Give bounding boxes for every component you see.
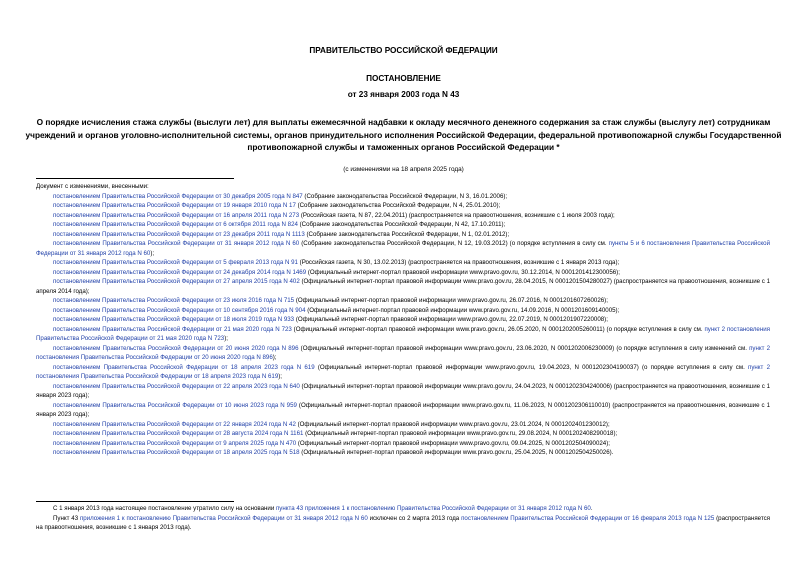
list-item	[36, 401, 770, 420]
document-date-number: от 23 января 2003 года N 43	[347, 90, 460, 99]
footnote-link[interactable]: приложения 1 к постановлению Правительства Российской Федерации от 31 января 2012 года N 60	[79, 514, 368, 522]
amendment-source: (Официальный интернет-портал правовой информации www.pravo.gov.ru, 23.01.2024, N 0001202401230012);	[295, 420, 610, 428]
amendment-source: (Официальный интернет-портал правовой информации www.pravo.gov.ru, 22.07.2019, N 0001201907220008);	[294, 316, 608, 323]
footnote-text: .	[590, 505, 593, 512]
list-item	[36, 258, 770, 268]
amendment-source: (Официальный интернет-портал правовой информации www.pravo.gov.ru, 23.06.2020, N 0001202006230009) (о порядке вступления в силу изменений см.	[298, 344, 750, 352]
footnote-text: (распространяется на правоотношения, возникшие с 1 января 2013 года).	[36, 514, 770, 531]
amendment-source: (Официальный интернет-портал правовой информации www.pravo.gov.ru, 30.12.2014, N 0001201412300056);	[306, 268, 620, 276]
effective-date-link[interactable]: пункты 5 и 6 постановления Правительства Российской Федерации от 31 января 2012 года N 60	[36, 240, 770, 257]
list-item	[36, 239, 770, 258]
list-item	[36, 420, 770, 430]
list-item	[36, 439, 770, 449]
amendment-link[interactable]: постановлением Правительства Российской Федерации от 28 августа 2024 года N 1161	[53, 430, 304, 437]
amendment-source: (Российская газета, N 30, 13.02.2013) (распространяется на правоотношения, возникшие с 1 января 2013 года);	[297, 259, 620, 266]
effective-date-link[interactable]: пункт 2 постановления Правительства Российской Федерации от 21 мая 2020 года N 723	[36, 325, 770, 342]
amendment-link[interactable]: постановлением Правительства Российской Федерации от 20 июня 2020 года N 896	[53, 344, 299, 352]
amendment-link[interactable]: постановлением Правительства Российской Федерации от 18 июля 2019 года N 933	[53, 316, 295, 323]
amendment-link[interactable]: постановлением Правительства Российской Федерации от 24 декабря 2014 года N 1469	[53, 268, 307, 276]
amendment-source: (Собрание законодательства Российской Федерации, N 42, 17.10.2011);	[297, 221, 506, 228]
footnote	[36, 514, 770, 533]
amendment-link[interactable]: постановлением Правительства Российской Федерации от 5 февраля 2013 года N 91	[53, 259, 298, 266]
list-item	[36, 448, 770, 458]
list-item	[36, 277, 770, 296]
list-item	[36, 220, 770, 230]
amendment-source: (Собрание законодательства Российской Федерации, N 3, 16.01.2006);	[302, 192, 508, 200]
amendment-source: (Официальный интернет-портал правовой информации www.pravo.gov.ru, 28.04.2015, N 0001201504280027) (распространяется на правоотношения, возникшие с 1 апреля 2014 года);	[36, 278, 770, 295]
amendment-source-end: );	[150, 249, 155, 257]
amendment-source: (Официальный интернет-портал правовой информации www.pravo.gov.ru, 24.04.2023, N 0001202304240006) (распространяется на правоотношения, возникшие с 1 января 2023 года);	[36, 382, 770, 399]
amendment-source: (Официальный интернет-портал правовой информации www.pravo.gov.ru, 14.09.2016, N 0001201609140005);	[305, 306, 620, 314]
amendment-link[interactable]: постановлением Правительства Российской Федерации от 30 декабря 2005 года N 847	[53, 192, 303, 200]
list-item	[36, 201, 770, 211]
effective-date-link[interactable]: пункт 2 постановления Правительства Российской Федерации от 20 июня 2020 года N 896	[36, 344, 770, 361]
amendment-link[interactable]: постановлением Правительства Российской Федерации от 21 мая 2020 года N 723	[53, 325, 292, 333]
footnotes	[36, 504, 770, 533]
footnote-link[interactable]: постановлением Правительства Российской Федерации от 16 февраля 2013 года N 125	[461, 514, 715, 522]
amendment-link[interactable]: постановлением Правительства Российской Федерации от 18 апреля 2023 года N 619	[53, 363, 315, 371]
amendment-source: (Российская газета, N 87, 22.04.2011) (распространяется на правоотношения, возникшие с 1 июля 2003 года);	[299, 211, 615, 219]
amendment-link[interactable]: постановлением Правительства Российской Федерации от 6 октября 2011 года N 824	[53, 221, 298, 228]
amendment-link[interactable]: постановлением Правительства Российской Федерации от 23 декабря 2011 года N 1113	[53, 230, 305, 238]
amendment-source-end: );	[224, 335, 228, 342]
amendment-link[interactable]: постановлением Правительства Российской Федерации от 23 июля 2016 года N 715	[53, 297, 295, 304]
list-item	[36, 296, 770, 306]
amendment-link[interactable]: постановлением Правительства Российской Федерации от 16 апреля 2011 года N 273	[53, 211, 300, 219]
list-item	[36, 344, 770, 363]
amendment-link[interactable]: постановлением Правительства Российской Федерации от 19 января 2010 года N 17	[53, 202, 296, 209]
changes-list	[36, 182, 770, 458]
list-item	[36, 315, 770, 325]
amendment-link[interactable]: постановлением Правительства Российской Федерации от 10 сентября 2016 года N 904	[53, 306, 306, 314]
list-item	[36, 325, 770, 344]
list-item	[36, 382, 770, 401]
amendment-source: (Официальный интернет-портал правовой информации www.pravo.gov.ru, 25.04.2025, N 0001202504250026).	[299, 449, 614, 456]
amendment-source: (Официальный интернет-портал правовой информации www.pravo.gov.ru, 11.06.2023, N 0001202306110010) (распространяется на правоотношения, возникшие с 1 января 2023 года);	[36, 401, 770, 418]
footnote-text: Пункт 43	[53, 514, 80, 522]
footnote-link[interactable]: пункта 43 приложения 1 к постановлению Правительства Российской Федерации от 31 января 2012 года N 60	[275, 505, 591, 512]
amendment-source: (Собрание законодательства Российской Федерации, N 1, 02.01.2012);	[304, 230, 510, 238]
document-title: О порядке исчисления стажа службы (выслуги лет) для выплаты ежемесячной надбавки к окладу месячного денежного содержания за стаж службы (выслугу лет) сотрудникам учреждений и органов уголовно-исполнительной системы, органов принудительного исполнения Российской Федерации, федеральной противопожарной службы Государственной противопожарной службы и таможенных органов Российской Федерации *	[25, 117, 782, 152]
changes-intro: Документ с изменениями, внесенными:	[36, 183, 149, 190]
footnote	[36, 504, 770, 514]
amendment-source: (Официальный интернет-портал правовой информации www.pravo.gov.ru, 26.07.2016, N 0001201607260026);	[294, 297, 608, 304]
amendment-link[interactable]: постановлением Правительства Российской Федерации от 31 января 2012 года N 60	[53, 240, 300, 247]
list-item	[36, 211, 770, 221]
list-item	[36, 306, 770, 316]
amendment-link[interactable]: постановлением Правительства Российской Федерации от 10 июня 2023 года N 959	[53, 401, 297, 409]
amendment-source: (Собрание законодательства Российской Федерации, N 4, 25.01.2010);	[295, 202, 501, 209]
amendment-link[interactable]: постановлением Правительства Российской Федерации от 18 апреля 2025 года N 518	[53, 449, 300, 456]
amendment-source: (Собрание законодательства Российской Федерации, N 12, 19.03.2012) (о порядке вступления в силу см.	[299, 240, 609, 247]
amendment-link[interactable]: постановлением Правительства Российской Федерации от 22 января 2024 года N 42	[53, 420, 296, 428]
list-item	[36, 363, 770, 382]
amendment-source: (Официальный интернет-портал правовой информации www.pravo.gov.ru, 09.04.2025, N 0001202504090024);	[296, 439, 610, 447]
amendment-source-end: );	[272, 354, 277, 361]
list-item	[36, 230, 770, 240]
footnote-text: исключен со 2 марта 2013 года	[367, 514, 462, 522]
list-item	[36, 268, 770, 278]
amendment-source: (Официальный интернет-портал правовой информации www.pravo.gov.ru, 29.08.2024, N 0001202408290018);	[303, 430, 618, 437]
amendment-source: (Официальный интернет-портал правовой информации www.pravo.gov.ru, 26.05.2020, N 0001202005260011) (о порядке вступления в силу см.	[291, 325, 705, 333]
effective-date-link[interactable]: пункт 2 постановления Правительства Российской Федерации от 18 апреля 2023 года N 619	[36, 363, 770, 380]
footnote-text: С 1 января 2013 года настоящее постановление утратило силу на основании	[53, 505, 276, 512]
amendment-link[interactable]: постановлением Правительства Российской Федерации от 27 апреля 2015 года N 402	[53, 278, 300, 285]
list-item	[36, 192, 770, 202]
edition-note: (с изменениями на 18 апреля 2025 года)	[343, 166, 464, 173]
amendment-source: (Официальный интернет-портал правовой информации www.pravo.gov.ru, 19.04.2023, N 0001202304190037) (о порядке вступления в силу см.	[314, 363, 748, 371]
government-heading: ПРАВИТЕЛЬСТВО РОССИЙСКОЙ ФЕДЕРАЦИИ	[309, 46, 498, 55]
amendment-source-end: );	[278, 373, 283, 380]
document-type-heading: ПОСТАНОВЛЕНИЕ	[366, 74, 441, 83]
amendment-link[interactable]: постановлением Правительства Российской Федерации от 9 апреля 2025 года N 470	[53, 439, 297, 447]
footnote-rule	[36, 501, 234, 502]
list-item	[36, 429, 770, 439]
changes-top-rule	[36, 178, 234, 179]
amendment-link[interactable]: постановлением Правительства Российской Федерации от 22 апреля 2023 года N 640	[53, 382, 300, 390]
